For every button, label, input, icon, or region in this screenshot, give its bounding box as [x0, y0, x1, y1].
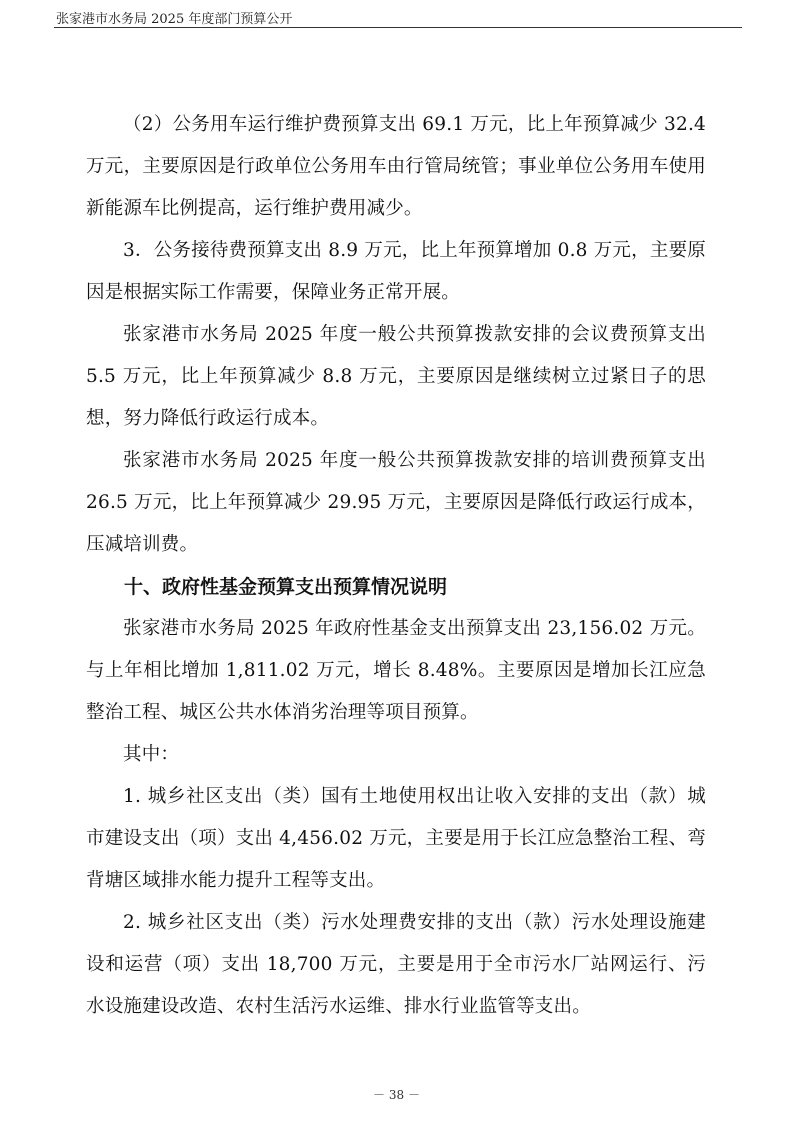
paragraph-item-2: 2. 城乡社区支出（类）污水处理费安排的支出（款）污水处理设施建设和运营（项）支出 18,700 万元，主要是用于全市污水厂站网运行、污水设施建设改造、农村生活污水运维、排水行业监管等支出。	[86, 912, 706, 1017]
page-number: － 38 －	[373, 1088, 420, 1102]
paragraph-meeting-fee: 张家港市水务局 2025 年度一般公共预算拨款安排的会议费预算支出 5.5 万元，比上年预算减少 8.8 万元，主要原因是继续树立过紧日子的思想，努力降低行政运行成本。	[86, 324, 706, 429]
paragraph-reception-fee: 3．公务接待费预算支出 8.9 万元，比上年预算增加 0.8 万元，主要原因是根据实际工作需要，保障业务正常开展。	[86, 240, 706, 303]
document-body	[86, 104, 706, 1028]
paragraph-among-them: 其中：	[123, 744, 180, 765]
section-heading-government-fund: 十、政府性基金预算支出预算情况说明	[124, 576, 448, 598]
paragraph-training-fee: 张家港市水务局 2025 年度一般公共预算拨款安排的培训费预算支出 26.5 万元，比上年预算减少 29.95 万元，主要原因是降低行政运行成本，压减培训费。	[86, 450, 706, 555]
paragraph-vehicle-maintenance: （2）公务用车运行维护费预算支出 69.1 万元，比上年预算减少 32.4 万元，主要原因是行政单位公务用车由行管局统管；事业单位公务用车使用新能源车比例提高，运行维护费用减少。	[86, 114, 706, 219]
paragraph-item-1: 1. 城乡社区支出（类）国有土地使用权出让收入安排的支出（款）城市建设支出（项）支出 4,456.02 万元，主要是用于长江应急整治工程、弯背塘区域排水能力提升工程等支出。	[86, 786, 706, 891]
header-title: 张家港市水务局 2025 年度部门预算公开	[56, 12, 293, 27]
paragraph-fund-summary: 张家港市水务局 2025 年政府性基金支出预算支出 23,156.02 万元。与上年相比增加 1,811.02 万元，增长 8.48%。主要原因是增加长江应急整治工程、城区公共水体消劣治理等项目预算。	[86, 618, 706, 723]
header-divider	[54, 27, 742, 28]
